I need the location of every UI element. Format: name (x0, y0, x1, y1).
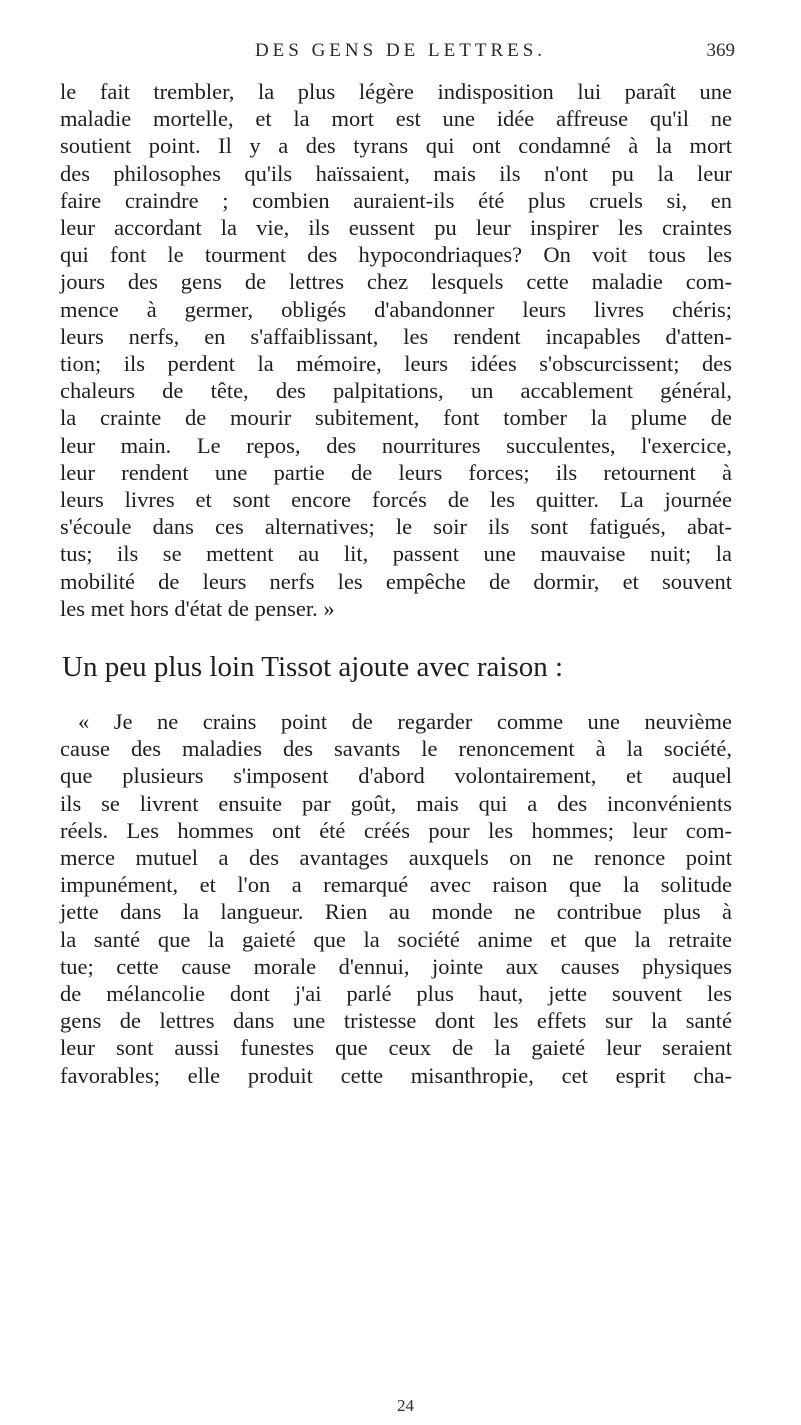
printer-signature: 24 (397, 1396, 414, 1415)
page-number: 369 (706, 40, 735, 61)
text-line: leurs livres et sont encore forcés de les quitter. La journée (60, 487, 732, 513)
text-line: ils se livrent ensuite par goût, mais qui a des inconvénients (60, 790, 732, 816)
text-line: de mélancolie dont j'ai parlé plus haut, jette souvent les (60, 981, 732, 1007)
text-line: leurs nerfs, en s'affaiblissant, les rendent incapables d'atten- (60, 323, 732, 349)
paragraph-1 (60, 78, 732, 622)
text-line: que plusieurs s'imposent d'abord volontairement, et auquel (60, 763, 732, 789)
text-line: s'écoule dans ces alternatives; le soir ils sont fatigués, abat- (60, 514, 732, 540)
text-line: tue; cette cause morale d'ennui, jointe aux causes physiques (60, 953, 732, 979)
text-line: « Je ne crains point de regarder comme une neuvième (78, 709, 732, 734)
text-line: leur rendent une partie de leurs forces; ils retournent à (60, 459, 732, 485)
text-line: leur accordant la vie, ils eussent pu leur inspirer les craintes (60, 215, 732, 241)
text-line: gens de lettres dans une tristesse dont les effets sur la santé (60, 1008, 732, 1034)
text-line: mobilité de leurs nerfs les empêche de dormir, et souvent (60, 568, 732, 594)
text-line: favorables; elle produit cette misanthropie, cet esprit cha- (60, 1062, 732, 1088)
text-line: leur sont aussi funestes que ceux de la gaieté leur seraient (60, 1035, 732, 1061)
text-line: merce mutuel a des avantages auxquels on ne renonce point (60, 845, 732, 871)
text-line: chaleurs de tête, des palpitations, un accablement général, (60, 378, 732, 404)
text-line: la crainte de mourir subitement, font tomber la plume de (60, 405, 732, 431)
text-line: jours des gens de lettres chez lesquels cette maladie com- (60, 269, 732, 295)
text-line: impunément, et l'on a remarqué avec raison que la solitude (60, 872, 732, 898)
text-line: réels. Les hommes ont été créés pour les hommes; leur com- (60, 817, 732, 843)
text-line: faire craindre ; combien auraient-ils été plus cruels si, en (60, 187, 732, 213)
text-line: tion; ils perdent la mémoire, leurs idées s'obscurcissent; des (60, 351, 732, 377)
text-line: leur main. Le repos, des nourritures succulentes, l'exercice, (60, 432, 732, 458)
running-title: DES GENS DE LETTRES. (254, 40, 547, 61)
text-line: maladie mortelle, et la mort est une idée affreuse qu'il ne (60, 106, 732, 132)
text-line: la santé que la gaieté que la société anime et que la retraite (60, 926, 732, 952)
text-line: qui font le tourment des hypocondriaques? On voit tous les (60, 242, 732, 268)
text-line: tus; ils se mettent au lit, passent une mauvaise nuit; la (60, 541, 732, 567)
text-line: soutient point. Il y a des tyrans qui ont condamné à la mort (60, 133, 732, 159)
section-subheading: Un peu plus loin Tissot ajoute avec raison : (62, 651, 564, 683)
text-line: mence à germer, obligés d'abandonner leurs livres chéris; (60, 296, 732, 322)
text-line: des philosophes qu'ils haïssaient, mais ils n'ont pu la leur (60, 160, 732, 186)
paragraph-2 (60, 708, 732, 1089)
text-line: jette dans la langueur. Rien au monde ne contribue plus à (60, 899, 732, 925)
text-line: les met hors d'état de penser. » (60, 595, 335, 621)
text-line: le fait trembler, la plus légère indisposition lui paraît une (60, 79, 732, 104)
running-head (0, 40, 801, 70)
text-line: cause des maladies des savants le renoncement à la société, (60, 736, 732, 762)
